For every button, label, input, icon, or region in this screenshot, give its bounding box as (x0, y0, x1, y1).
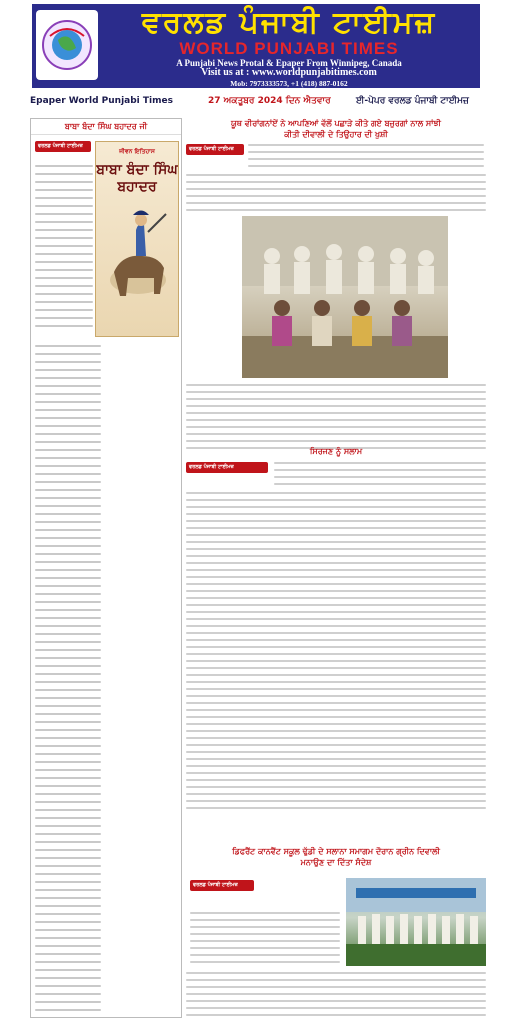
news-badge-label: ਵਰਲਡ ਪੰਜਾਬੀ ਟਾਈਮਜ਼ (189, 146, 234, 152)
news-badge (186, 144, 244, 155)
text-line (186, 555, 486, 557)
text-line (35, 881, 101, 883)
epaper-label-english: Epaper World Punjabi Times (30, 96, 173, 106)
text-line (186, 384, 486, 386)
masthead-title-punjabi: ਵਰਲਡ ਪੰਜਾਬੀ ਟਾਈਮਜ਼ (141, 5, 437, 40)
text-line (35, 481, 101, 483)
text-line (186, 440, 486, 442)
book-series-label: ਜੀਵਨ ਇਤਿਹਾਸ (119, 148, 155, 155)
text-line (35, 713, 101, 715)
text-line (186, 972, 486, 974)
text-line (35, 913, 101, 915)
text-line (186, 527, 486, 529)
left-article-heading: ਬਾਬਾ ਬੰਦਾ ਸਿੰਘ ਬਹਾਦਰ ਜੀ (31, 119, 181, 135)
globe-logo-icon (40, 18, 94, 72)
text-line (186, 618, 486, 620)
text-line (186, 181, 486, 183)
article-salute-intro-lines (274, 462, 486, 490)
text-line (35, 173, 93, 175)
text-line (35, 433, 101, 435)
text-line (35, 277, 93, 279)
article-green-diwali-heading-line2: ਮਨਾਉਣ ਦਾ ਦਿੱਤਾ ਸੰਦੇਸ਼ (300, 858, 372, 867)
text-line (186, 723, 486, 725)
text-line (35, 665, 101, 667)
text-line (35, 969, 101, 971)
text-line (35, 409, 101, 411)
text-line (35, 649, 101, 651)
text-line (35, 385, 101, 387)
text-line (35, 641, 101, 643)
text-line (35, 961, 101, 963)
text-line (35, 213, 93, 215)
text-line (35, 601, 101, 603)
text-line (35, 777, 101, 779)
text-line (186, 426, 486, 428)
text-line (35, 181, 93, 183)
text-line (35, 361, 101, 363)
text-line (35, 473, 101, 475)
text-line (186, 611, 486, 613)
text-line (186, 412, 486, 414)
text-line (186, 202, 486, 204)
text-line (35, 849, 101, 851)
text-line (186, 513, 486, 515)
text-line (186, 979, 486, 981)
text-line (35, 793, 101, 795)
text-line (186, 751, 486, 753)
text-line (186, 209, 486, 211)
text-line (35, 261, 93, 263)
text-line (186, 398, 486, 400)
text-line (35, 809, 101, 811)
text-line (186, 786, 486, 788)
text-line (35, 729, 101, 731)
news-badge (186, 462, 268, 473)
text-line (35, 825, 101, 827)
text-line (35, 993, 101, 995)
text-line (35, 681, 101, 683)
text-line (35, 441, 101, 443)
text-line (186, 772, 486, 774)
masthead (32, 4, 480, 88)
text-line (35, 593, 101, 595)
left-article-intro-lines (35, 165, 93, 333)
book-title-line2: ਬਹਾਦਰ (117, 179, 157, 195)
text-line (248, 158, 484, 160)
article-salute-heading: ਸਿਰਜਣ ਨੂੰ ਸਲਾਮ (309, 447, 363, 456)
text-line (35, 229, 93, 231)
text-line (35, 513, 101, 515)
text-line (186, 548, 486, 550)
text-line (186, 492, 486, 494)
text-line (248, 151, 484, 153)
issue-date: 27 ਅਕਤੂਬਰ 2024 ਦਿਨ ਐਤਵਾਰ (208, 96, 331, 106)
text-line (35, 489, 101, 491)
text-line (186, 737, 486, 739)
text-line (248, 165, 484, 167)
text-line (186, 667, 486, 669)
text-line (35, 569, 101, 571)
text-line (186, 583, 486, 585)
text-line (35, 761, 101, 763)
text-line (186, 807, 486, 809)
text-line (186, 716, 486, 718)
text-line (35, 309, 93, 311)
text-line (35, 873, 101, 875)
text-line (35, 301, 93, 303)
text-line (186, 569, 486, 571)
text-line (186, 597, 486, 599)
left-article (30, 118, 182, 1018)
text-line (35, 529, 101, 531)
right-column (186, 118, 486, 1018)
text-line (35, 497, 101, 499)
text-line (186, 195, 486, 197)
text-line (35, 609, 101, 611)
text-line (35, 317, 93, 319)
article-green-diwali-body-lines (186, 972, 486, 1021)
text-line (35, 245, 93, 247)
text-line (186, 419, 486, 421)
left-article-body-lines (35, 345, 101, 1017)
text-line (186, 604, 486, 606)
text-line (186, 779, 486, 781)
text-line (35, 977, 101, 979)
text-line (186, 674, 486, 676)
text-line (186, 520, 486, 522)
text-line (186, 1014, 486, 1016)
text-line (186, 639, 486, 641)
date-strip (0, 96, 512, 112)
text-line (35, 721, 101, 723)
text-line (186, 793, 486, 795)
masthead-phone: Mob: 7973333573, +1 (418) 887-0162 (230, 79, 348, 88)
text-line (35, 353, 101, 355)
text-line (190, 912, 340, 914)
text-line (190, 954, 340, 956)
text-line (186, 625, 486, 627)
text-line (35, 745, 101, 747)
text-line (186, 660, 486, 662)
text-line (35, 753, 101, 755)
text-line (35, 785, 101, 787)
text-line (190, 961, 340, 963)
article-green-diwali-intro-lines (190, 912, 340, 968)
text-line (35, 769, 101, 771)
text-line (186, 541, 486, 543)
text-line (35, 937, 101, 939)
book-title (96, 162, 178, 196)
text-line (186, 590, 486, 592)
news-badge (190, 880, 254, 891)
text-line (190, 947, 340, 949)
text-line (35, 449, 101, 451)
text-line (35, 905, 101, 907)
text-line (186, 499, 486, 501)
news-badge-label: ਵਰਲਡ ਪੰਜਾਬੀ ਟਾਈਮਜ਼ (38, 143, 83, 149)
text-line (35, 801, 101, 803)
text-line (186, 688, 486, 690)
text-line (190, 926, 340, 928)
text-line (35, 625, 101, 627)
newspaper-logo (36, 10, 98, 80)
book-title-line1: ਬਾਬਾ ਬੰਦਾ ਸਿੰਘ (96, 162, 178, 178)
text-line (35, 865, 101, 867)
text-line (35, 417, 101, 419)
text-line (35, 953, 101, 955)
text-line (35, 929, 101, 931)
text-line (35, 633, 101, 635)
masthead-title-english: WORLD PUNJABI TIMES (179, 39, 399, 58)
text-line (35, 237, 93, 239)
text-line (186, 986, 486, 988)
text-line (35, 945, 101, 947)
text-line (35, 841, 101, 843)
text-line (186, 1007, 486, 1009)
text-line (186, 646, 486, 648)
text-line (35, 377, 101, 379)
text-line (186, 681, 486, 683)
article-green-diwali-heading-line1: ਡਿਫਰੈਂਟ ਕਾਨਵੈਂਟ ਸਕੂਲ ਢੁੱਡੀ ਦੇ ਸਲਾਨਾ ਸਮਾਗਮ ਦੌਰਾਨ ਗ੍ਰੀਨ ਦਿਵਾਲੀ (232, 847, 440, 856)
text-line (186, 730, 486, 732)
text-line (186, 391, 486, 393)
text-line (190, 919, 340, 921)
text-line (35, 673, 101, 675)
text-line (186, 993, 486, 995)
text-line (186, 174, 486, 176)
text-line (35, 165, 93, 167)
text-line (35, 253, 93, 255)
text-line (35, 521, 101, 523)
text-line (35, 425, 101, 427)
text-line (190, 940, 340, 942)
text-line (35, 325, 93, 327)
text-line (35, 985, 101, 987)
text-line (186, 800, 486, 802)
text-line (35, 197, 93, 199)
text-line (35, 737, 101, 739)
text-line (35, 857, 101, 859)
group-photo-elderly (242, 216, 448, 378)
text-line (274, 462, 486, 464)
news-badge-label: ਵਰਲਡ ਪੰਜਾਬੀ ਟਾਈਮਜ਼ (189, 464, 234, 470)
text-line (35, 269, 93, 271)
epaper-label-punjabi: ਈ-ਪੇਪਰ ਵਰਲਡ ਪੰਜਾਬੀ ਟਾਈਮਜ਼ (356, 96, 469, 106)
text-line (186, 506, 486, 508)
text-line (186, 709, 486, 711)
text-line (186, 405, 486, 407)
text-line (35, 921, 101, 923)
text-line (35, 1009, 101, 1011)
text-line (186, 188, 486, 190)
text-line (35, 189, 93, 191)
text-line (35, 689, 101, 691)
text-line (35, 221, 93, 223)
text-line (186, 758, 486, 760)
article-green-diwali (186, 846, 486, 1018)
article-diwali-heading-line1: ਯੂਥ ਵੀਰਾਂਗਨਾਂਏਂ ਨੇ ਆਪਣਿਆਂ ਵੱਲੋਂ ਪਛਾੜੇ ਕੀਤੇ ਗਏ ਬਜ਼ੁਰਗਾਂ ਨਾਲ ਸਾਂਝੀ (231, 119, 441, 128)
text-line (186, 433, 486, 435)
text-line (35, 401, 101, 403)
text-line (35, 897, 101, 899)
text-line (186, 632, 486, 634)
text-line (35, 393, 101, 395)
text-line (35, 577, 101, 579)
text-line (186, 576, 486, 578)
article-salute-body-lines (186, 492, 486, 814)
text-line (35, 553, 101, 555)
article-green-diwali-heading (186, 846, 486, 868)
text-line (35, 369, 101, 371)
text-line (274, 476, 486, 478)
text-line (35, 705, 101, 707)
text-line (186, 653, 486, 655)
article-diwali-intro-lines (248, 144, 484, 172)
text-line (186, 695, 486, 697)
news-badge (35, 141, 91, 152)
text-line (186, 765, 486, 767)
text-line (35, 1001, 101, 1003)
text-line (186, 562, 486, 564)
masthead-tagline: A Punjabi News Protal & Epaper From Winnipeg, Canada (176, 58, 402, 68)
school-event-photo (346, 878, 486, 966)
text-line (35, 585, 101, 587)
text-line (35, 345, 101, 347)
text-line (35, 205, 93, 207)
text-line (35, 657, 101, 659)
article-diwali-heading-line2: ਕੀਤੀ ਦੀਵਾਲੀ ਦੇ ਤਿਉਹਾਰ ਦੀ ਖੁਸ਼ੀ (284, 130, 388, 139)
text-line (35, 697, 101, 699)
text-line (186, 702, 486, 704)
text-line (35, 457, 101, 459)
text-line (35, 889, 101, 891)
text-line (274, 483, 486, 485)
text-line (35, 817, 101, 819)
text-line (186, 744, 486, 746)
article-diwali-heading (186, 118, 486, 140)
horse-rider-illustration (102, 202, 174, 312)
text-line (35, 293, 93, 295)
text-line (186, 534, 486, 536)
book-cover-image (95, 141, 179, 337)
text-line (35, 561, 101, 563)
text-line (186, 1000, 486, 1002)
text-line (35, 505, 101, 507)
text-line (35, 537, 101, 539)
text-line (248, 144, 484, 146)
text-line (35, 465, 101, 467)
article-diwali-body-lines-top (186, 174, 486, 216)
text-line (35, 285, 93, 287)
text-line (35, 545, 101, 547)
text-line (35, 833, 101, 835)
text-line (274, 469, 486, 471)
text-line (190, 933, 340, 935)
text-line (35, 617, 101, 619)
news-badge-label: ਵਰਲਡ ਪੰਜਾਬੀ ਟਾਈਮਜ਼ (193, 882, 238, 888)
masthead-website-link[interactable]: Visit us at : www.worldpunjabitimes.com (201, 67, 377, 78)
article-diwali-body-lines-bottom (186, 384, 486, 454)
